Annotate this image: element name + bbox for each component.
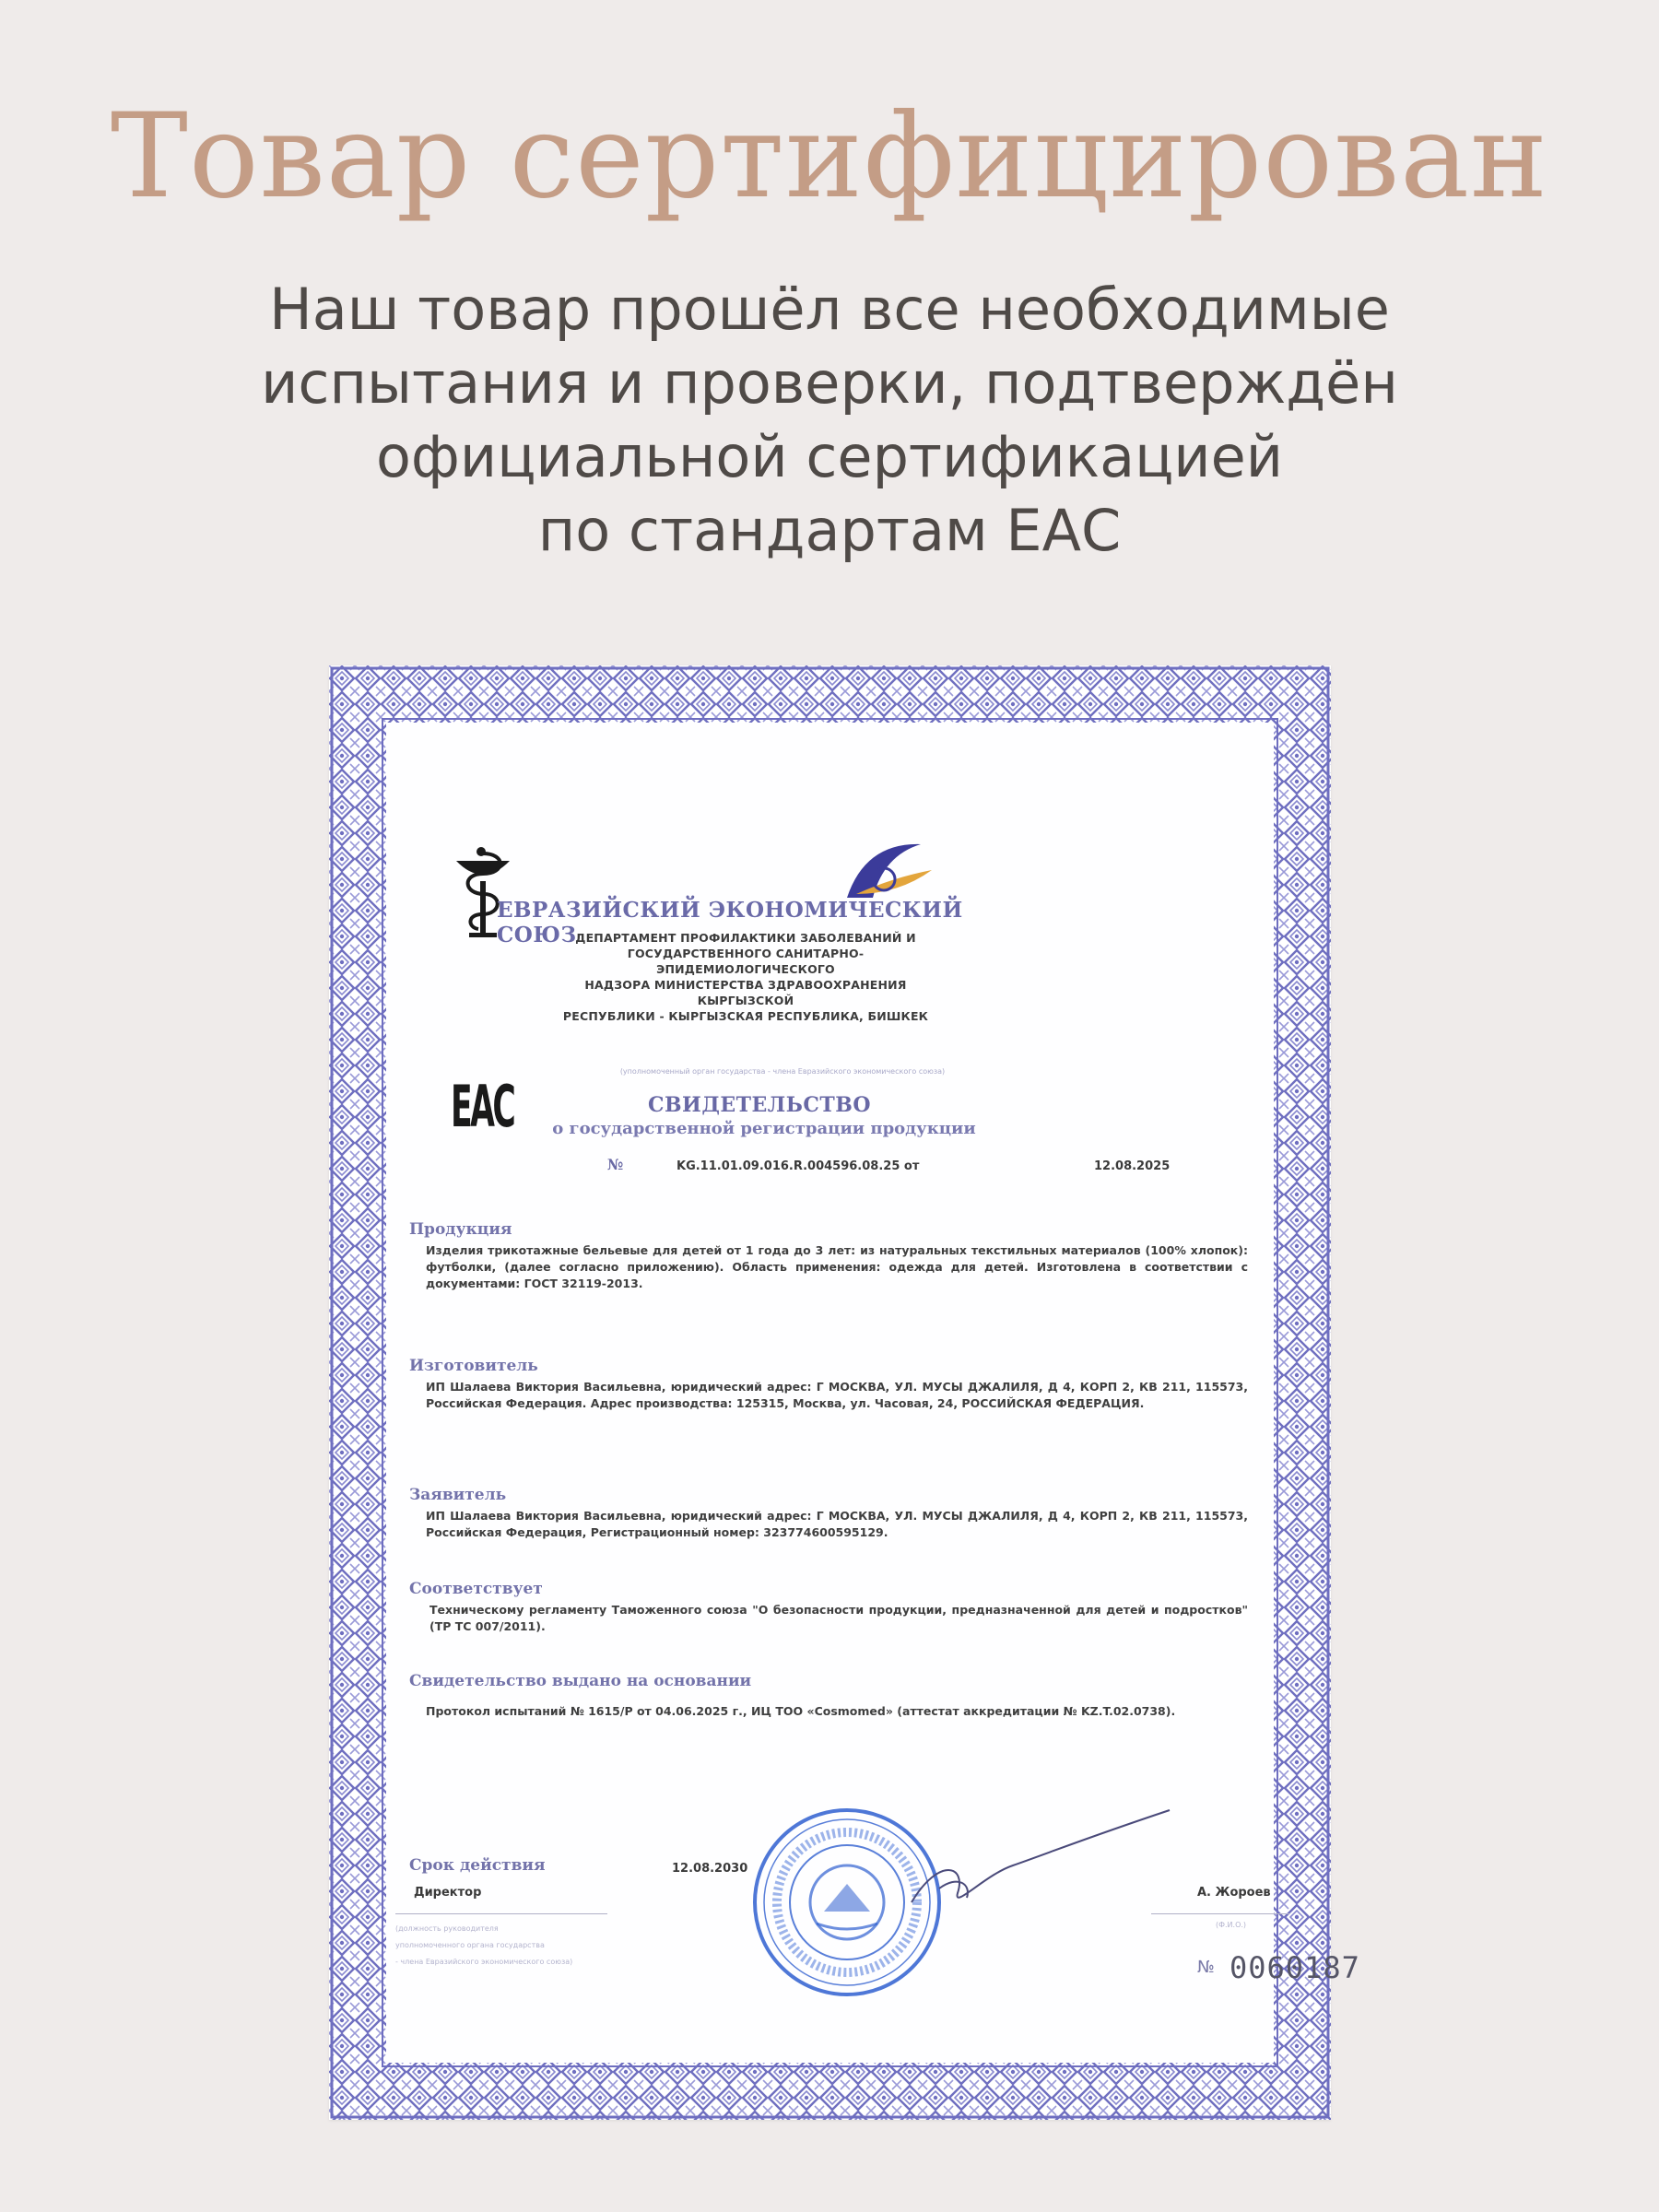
director-caption (395, 1921, 617, 1971)
page-subtitle (0, 273, 1659, 568)
signatory-caption: (Ф.И.О.) (1216, 1921, 1247, 1929)
eaeu-emblem-icon (829, 833, 939, 907)
section-applicant (409, 1486, 1248, 1541)
handwritten-signature (902, 1801, 1179, 1921)
section-text: Протокол испытаний № 1615/Р от 04.06.2025 г., ИЦ ТОО «Cosmomed» (аттестат аккредитации № KZ.T.02.0738). (426, 1704, 1176, 1718)
section-heading: Заявитель (409, 1486, 507, 1504)
caption-line: - члена Евразийского экономического союза) (395, 1958, 573, 1966)
validity-heading: Срок действия (409, 1856, 546, 1875)
certificate-document (329, 665, 1360, 2120)
section-text: ИП Шалаева Виктория Васильевна, юридический адрес: Г МОСКВА, УЛ. МУСЫ ДЖАЛИЛЯ, Д 4, КОРП 2, КВ 211, 115573, Российская Федерация, Регистрационный номер: 323774600595129. (426, 1509, 1248, 1539)
section-text: Изделия трикотажные бельевые для детей от 1 года до 3 лет: из натуральных текстильных материалов (100% хлопок): футболки, (далее согласно приложению). Область применения: одежда для детей. Изготовлена в соответствии с документами: ГОСТ 32119-2013. (426, 1243, 1248, 1290)
registration-number: KG.11.01.09.016.R.004596.08.25 от (677, 1159, 920, 1173)
form-number: 0060187 (1230, 1950, 1360, 1985)
section-heading: Соответствует (409, 1580, 543, 1598)
director-signature-line (395, 1913, 607, 1914)
authority-note: (уполномоченный орган государства - члена Евразийского экономического союза) (619, 1067, 946, 1076)
subtitle-line: Наш товар прошёл все необходимые (269, 276, 1390, 343)
organization-title: ЕВРАЗИЙСКИЙ ЭКОНОМИЧЕСКИЙ СОЮЗ (497, 898, 963, 947)
caption-line: уполномоченного органа государства (395, 1941, 545, 1949)
section-conformity (409, 1580, 1248, 1635)
document-title: СВИДЕТЕЛЬСТВО (647, 1093, 872, 1117)
document-subtitle: о государственной регистрации продукции (552, 1119, 976, 1138)
section-text: Техническому регламенту Таможенного союза "О безопасности продукции, предназначенной для детей и подростков" (ТР ТС 007/2011). (429, 1603, 1248, 1633)
validity-date: 12.08.2030 (672, 1862, 748, 1876)
section-text: ИП Шалаева Виктория Васильевна, юридический адрес: Г МОСКВА, УЛ. МУСЫ ДЖАЛИЛЯ, Д 4, КОРП 2, КВ 211, 115573, Российская Федерация. Адрес производства: 125315, Москва, ул. Часовая, 24, РОССИЙСКАЯ ФЕДЕРАЦИЯ. (426, 1380, 1248, 1410)
form-number-sign: № (1197, 1958, 1215, 1977)
registration-date: 12.08.2025 (1094, 1159, 1171, 1173)
subtitle-line: по стандартам ЕАС (537, 497, 1122, 564)
department-name (552, 930, 939, 1024)
department-line: ГОСУДАРСТВЕННОГО САНИТАРНО-ЭПИДЕМИОЛОГИЧЕСКОГО (627, 947, 865, 976)
section-heading: Продукция (409, 1220, 512, 1239)
section-heading: Свидетельство выдано на основании (409, 1672, 752, 1690)
certificate-body (386, 723, 1360, 2063)
subtitle-line: официальной сертификацией (375, 423, 1284, 490)
section-manufacturer (409, 1357, 1248, 1412)
director-label: Директор (414, 1886, 482, 1900)
department-line: РЕСПУБЛИКИ - КЫРГЫЗСКАЯ РЕСПУБЛИКА, БИШКЕК (562, 1009, 929, 1023)
section-basis (409, 1672, 1248, 1720)
caption-line: (должность руководителя (395, 1924, 499, 1933)
department-line: НАДЗОРА МИНИСТЕРСТВА ЗДРАВООХРАНЕНИЯ КЫРГЫЗСКОЙ (584, 978, 907, 1007)
signatory-signature-line (1151, 1913, 1289, 1914)
department-line: ДЕПАРТАМЕНТ ПРОФИЛАКТИКИ ЗАБОЛЕВАНИЙ И (575, 931, 916, 945)
signatory-name: А. Жороев (1197, 1886, 1271, 1900)
subtitle-line: испытания и проверки, подтверждён (261, 349, 1398, 417)
number-sign: № (607, 1156, 624, 1173)
eac-mark-text: EAC (451, 1073, 514, 1140)
section-heading: Изготовитель (409, 1357, 538, 1375)
section-product (409, 1220, 1248, 1292)
page-title: Товар сертифицирован (110, 88, 1549, 224)
